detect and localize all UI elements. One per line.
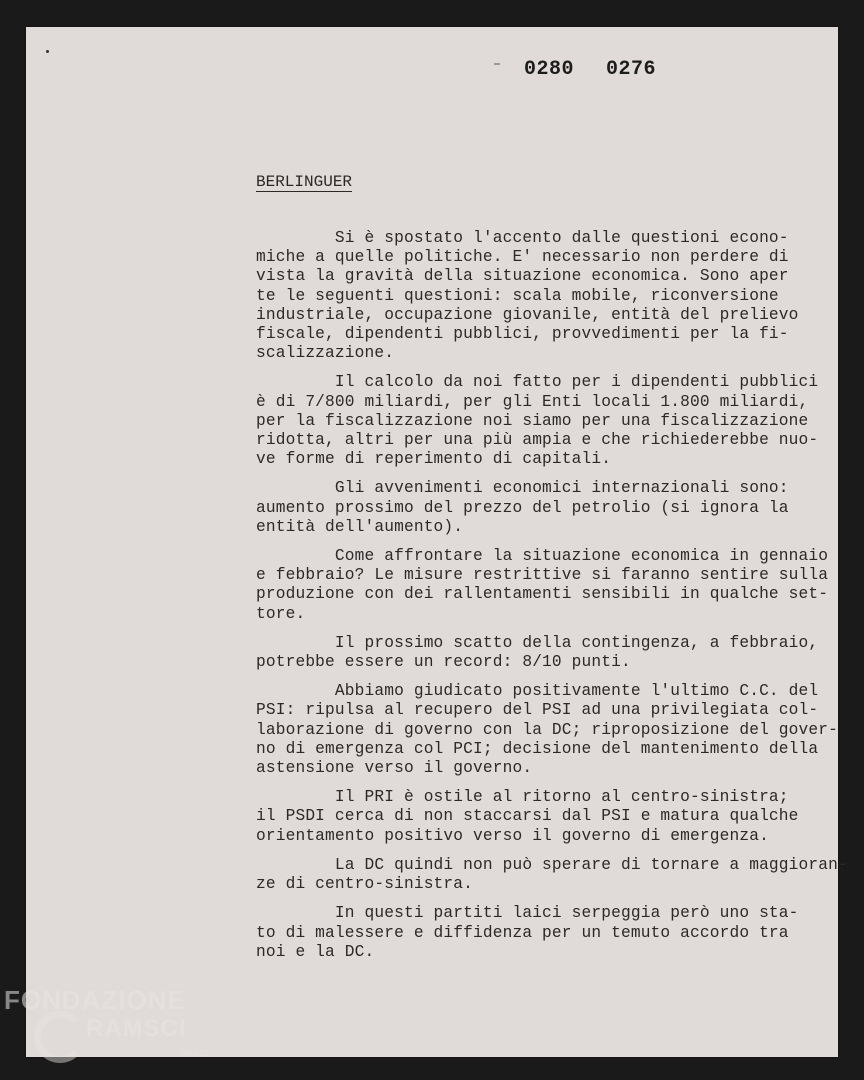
text-line: PSI: ripulsa al recupero del PSI ad una privilegiata col-: [256, 701, 819, 720]
text-line: il PSDI cerca di non staccarsi dal PSI e matura qualche: [256, 807, 799, 826]
watermark-line-1: FONDAZIONE: [4, 985, 186, 1015]
text-line: potrebbe essere un record: 8/10 punti.: [256, 653, 631, 672]
text-line: no di emergenza col PCI; decisione del mantenimento della: [256, 739, 819, 758]
paragraph: [256, 682, 836, 778]
paragraph: [256, 904, 836, 962]
text-line: Come affrontare la situazione economica in gennaio: [256, 547, 829, 566]
paragraph: [256, 479, 836, 537]
text-line: tore.: [256, 604, 306, 623]
text-line: orientamento positivo verso il governo di emergenza.: [256, 826, 769, 845]
text-line: Si è spostato l'accento dalle questioni econo-: [256, 229, 789, 247]
watermark-line-3: onlus: [180, 1045, 209, 1059]
fondazione-gramsci-watermark: [4, 985, 224, 1075]
text-line: laborazione di governo con la DC; riproposizione del gover-: [256, 720, 838, 739]
text-line: miche a quelle politiche. E' necessario non perdere di: [256, 248, 789, 267]
text-line: noi e la DC.: [256, 942, 375, 961]
text-line: ve forme di reperimento di capitali.: [256, 450, 612, 469]
text-line: e febbraio? Le misure restrittive si faranno sentire sulla: [256, 566, 829, 585]
archive-number-1: 0280: [524, 58, 575, 81]
paragraph: [256, 229, 836, 363]
text-line: Il prossimo scatto della contingenza, a febbraio,: [256, 633, 819, 652]
text-line: industriale, occupazione giovanile, entità del prelievo: [256, 305, 799, 324]
text-line: ridotta, altri per una più ampia e che richiederebbe nuo-: [256, 431, 819, 450]
typed-text-body: [256, 229, 848, 972]
text-line: scalizzazione.: [256, 344, 395, 363]
paragraph: [256, 547, 836, 624]
paragraph: [256, 855, 848, 894]
text-line: te le seguenti questioni: scala mobile, riconversione: [256, 286, 779, 305]
watermark-line-2: RAMSCI: [86, 1015, 187, 1042]
text-line: La DC quindi non può sperare di tornare a maggioran-: [256, 855, 848, 874]
paragraph: [256, 634, 836, 672]
text-line: aumento prossimo del prezzo del petrolio (si ignora la: [256, 498, 789, 517]
text-line: entità dell'aumento).: [256, 517, 464, 536]
pencil-mark: [494, 63, 500, 65]
text-line: Abbiamo giudicato positivamente l'ultimo C.C. del: [256, 682, 819, 701]
text-line: Il calcolo da noi fatto per i dipendenti pubblici: [256, 373, 819, 392]
text-line: fiscale, dipendenti pubblici, provvedimenti per la fi-: [256, 325, 789, 344]
text-line: In questi partiti laici serpeggia però uno sta-: [256, 904, 799, 923]
archive-number-2: 0276: [606, 58, 657, 81]
text-line: Gli avvenimenti economici internazionali sono:: [256, 479, 789, 498]
paragraph: [256, 373, 836, 469]
text-line: produzione con dei rallentamenti sensibili in qualche set-: [256, 585, 829, 604]
text-line: è di 7/800 miliardi, per gli Enti locali 1.800 miliardi,: [256, 392, 809, 411]
watermark-g-logo-icon: [34, 1011, 86, 1063]
text-line: Il PRI è ostile al ritorno al centro-sinistra;: [256, 788, 789, 807]
text-line: per la fiscalizzazione noi siamo per una fiscalizzazione: [256, 411, 809, 430]
text-line: to di malessere e diffidenza per un temuto accordo tra: [256, 923, 789, 942]
archive-number-stamp: [524, 58, 688, 81]
ink-speck: [46, 50, 49, 53]
text-line: astensione verso il governo.: [256, 759, 533, 778]
speaker-heading: BERLINGUER: [256, 173, 353, 191]
paragraph: [256, 788, 836, 846]
text-line: ze di centro-sinistra.: [256, 875, 474, 894]
text-line: vista la gravità della situazione economica. Sono aper: [256, 267, 789, 286]
